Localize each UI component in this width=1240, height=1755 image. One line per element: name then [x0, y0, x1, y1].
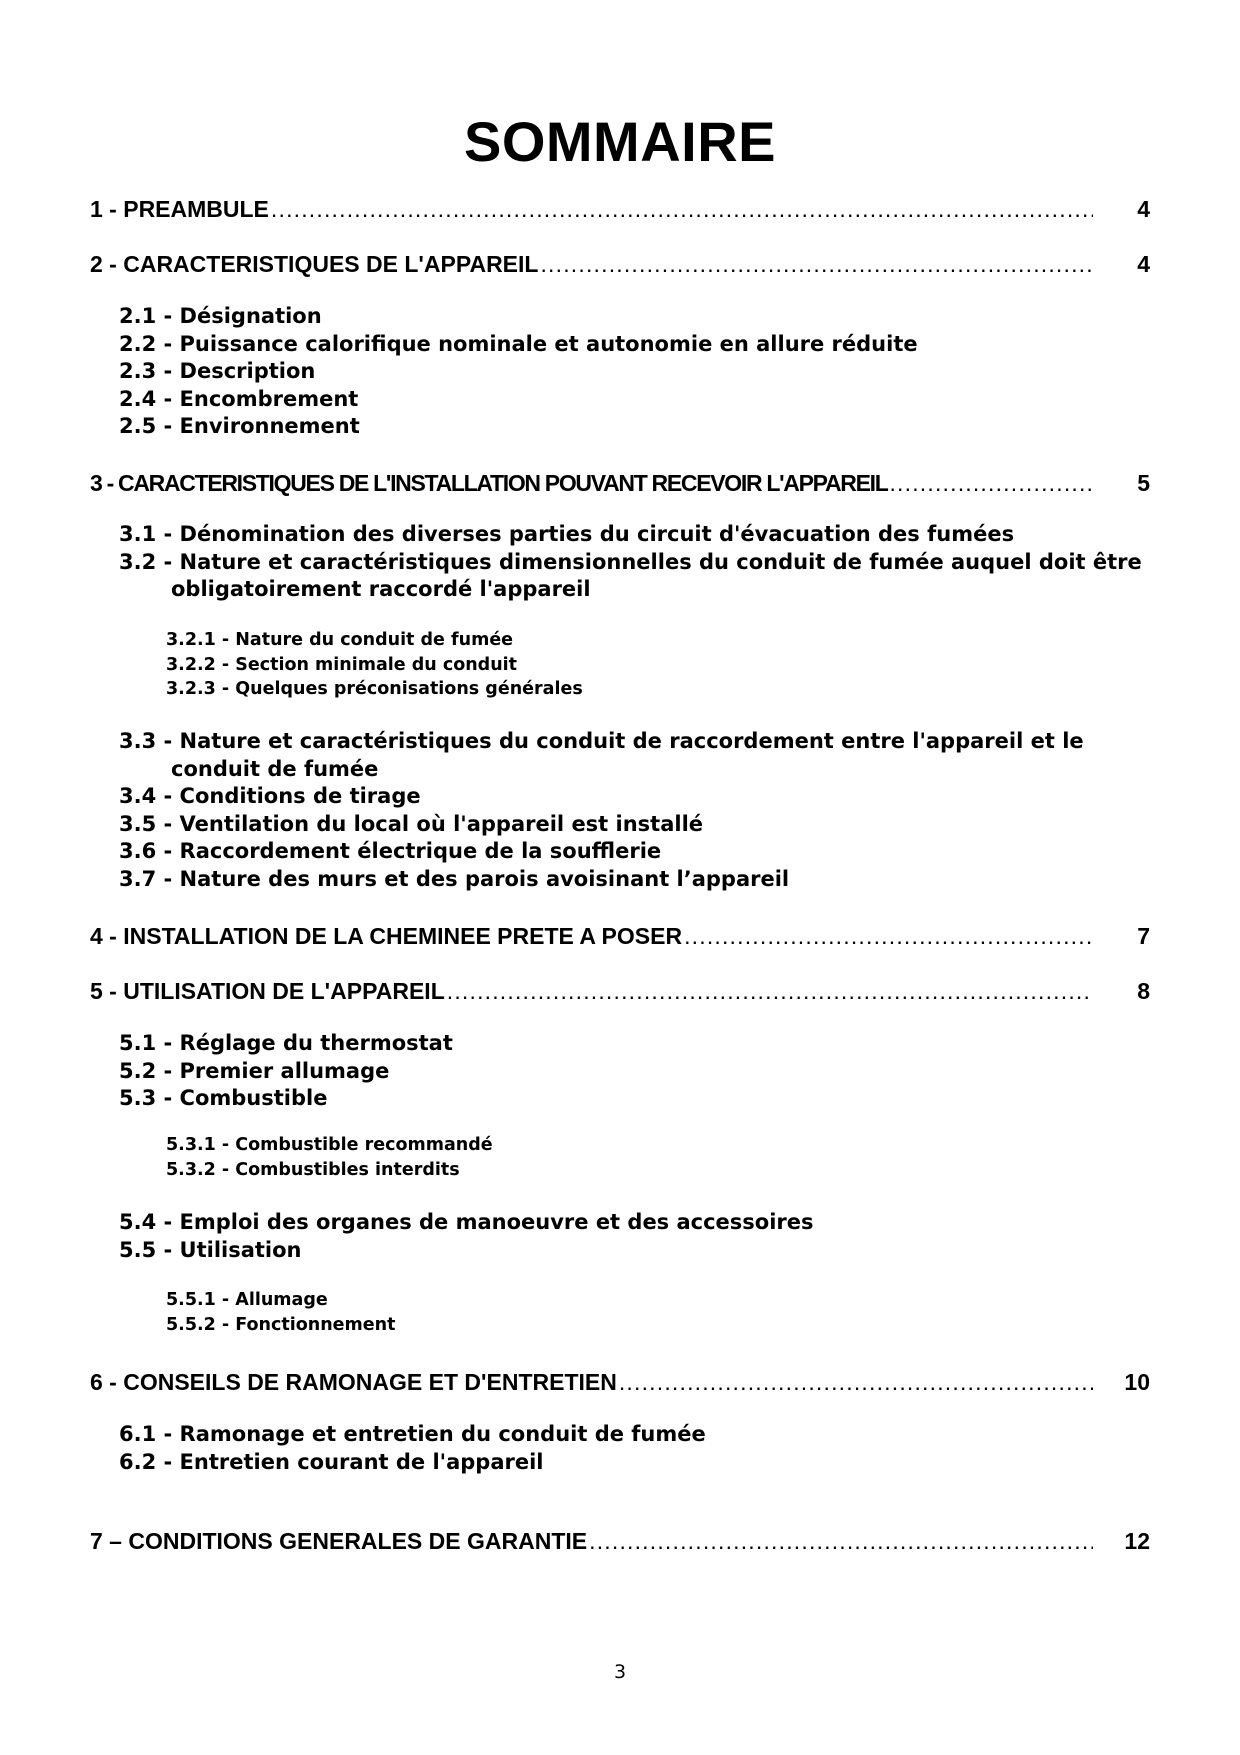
- toc-item-2-4[interactable]: 2.4 - Encombrement: [119, 386, 359, 411]
- toc-item-2-3[interactable]: 2.3 - Description: [119, 359, 316, 383]
- toc-section-1-label: 1 - PREAMBULE: [90, 196, 269, 222]
- toc-item-3-5[interactable]: 3.5 - Ventilation du local où l'appareil est installé: [119, 811, 704, 836]
- toc-section-5-page: 8: [1137, 978, 1150, 1004]
- toc-item-5-5[interactable]: 5.5 - Utilisation: [119, 1237, 302, 1262]
- toc-item-5-4[interactable]: 5.4 - Emploi des organes de manoeuvre et des accessoires: [119, 1210, 814, 1234]
- toc-subitem-5-5-1[interactable]: 5.5.1 - Allumage: [166, 1290, 328, 1310]
- toc-section-1-page: 4: [1137, 196, 1150, 222]
- toc-section-4-label: 4 - INSTALLATION DE LA CHEMINEE PRETE A POSER: [90, 923, 683, 949]
- toc-subitem-3-2-2[interactable]: 3.2.2 - Section minimale du conduit: [166, 654, 518, 675]
- toc-section-5-label: 5 - UTILISATION DE L'APPAREIL: [90, 978, 445, 1004]
- toc-subitem-3-2-1[interactable]: 3.2.1 - Nature du conduit de fumée: [166, 630, 514, 650]
- toc-section-7-label: 7 – CONDITIONS GENERALES DE GARANTIE: [90, 1528, 588, 1554]
- toc-subitem-3-2-3[interactable]: 3.2.3 - Quelques préconisations générales: [166, 679, 583, 699]
- toc-section-2[interactable]: [90, 249, 1150, 279]
- toc-section-6[interactable]: [90, 1367, 1150, 1397]
- toc-section-4-page: 7: [1137, 923, 1150, 949]
- toc-item-3-3[interactable]: 3.3 - Nature et caractéristiques du conduit de raccordement entre l'appareil et le conduit de fumée: [119, 729, 1084, 781]
- toc-section-7[interactable]: [90, 1526, 1150, 1556]
- toc-item-3-2[interactable]: 3.2 - Nature et caractéristiques dimensionnelles du conduit de fumée auquel doit être obligatoirement raccordé l'appareil: [119, 549, 1142, 601]
- toc-item-3-1[interactable]: 3.1 - Dénomination des diverses parties du circuit d'évacuation des fumées: [119, 522, 1015, 546]
- toc-section-6-label: 6 - CONSEILS DE RAMONAGE ET D'ENTRETIEN: [90, 1369, 617, 1395]
- toc-item-2-5[interactable]: 2.5 - Environnement: [119, 414, 360, 438]
- toc-item-3-7[interactable]: 3.7 - Nature des murs et des parois avoisinant l’appareil: [119, 866, 790, 891]
- toc-section-2-page: 4: [1137, 251, 1150, 277]
- toc-item-2-1[interactable]: 2.1 - Désignation: [119, 304, 322, 328]
- toc-item-2-2[interactable]: 2.2 - Puissance calorifique nominale et autonomie en allure réduite: [119, 331, 918, 356]
- toc-item-5-1[interactable]: 5.1 - Réglage du thermostat: [119, 1031, 453, 1055]
- toc-item-6-1[interactable]: 6.1 - Ramonage et entretien du conduit de fumée: [119, 1422, 706, 1446]
- toc-item-5-3[interactable]: 5.3 - Combustible: [119, 1086, 328, 1110]
- toc-section-3-label: 3 - CARACTERISTIQUES DE L'INSTALLATION POUVANT RECEVOIR L'APPAREIL: [90, 470, 888, 496]
- page-number: 3: [613, 1661, 627, 1683]
- toc-section-1[interactable]: [90, 194, 1150, 224]
- toc-subitem-5-3-1[interactable]: 5.3.1 - Combustible recommandé: [166, 1135, 493, 1155]
- toc-section-7-page: 12: [1124, 1528, 1150, 1554]
- toc-section-5[interactable]: [90, 976, 1150, 1006]
- toc-section-3-page: 5: [1137, 470, 1150, 496]
- page-title: SOMMAIRE: [464, 110, 776, 173]
- toc-item-3-6[interactable]: 3.6 - Raccordement électrique de la soufflerie: [119, 839, 662, 863]
- toc-subitem-5-5-2[interactable]: 5.5.2 - Fonctionnement: [166, 1314, 396, 1335]
- toc-section-6-page: 10: [1124, 1369, 1150, 1395]
- toc-section-4[interactable]: [90, 921, 1150, 951]
- toc-section-3[interactable]: [90, 468, 1150, 498]
- toc-subitem-5-3-2[interactable]: 5.3.2 - Combustibles interdits: [166, 1159, 460, 1180]
- toc-item-5-2[interactable]: 5.2 - Premier allumage: [119, 1058, 390, 1083]
- toc-item-3-4[interactable]: 3.4 - Conditions de tirage: [119, 784, 421, 808]
- toc-item-6-2[interactable]: 6.2 - Entretien courant de l'appareil: [119, 1449, 544, 1474]
- toc-section-2-label: 2 - CARACTERISTIQUES DE L'APPAREIL: [90, 251, 539, 277]
